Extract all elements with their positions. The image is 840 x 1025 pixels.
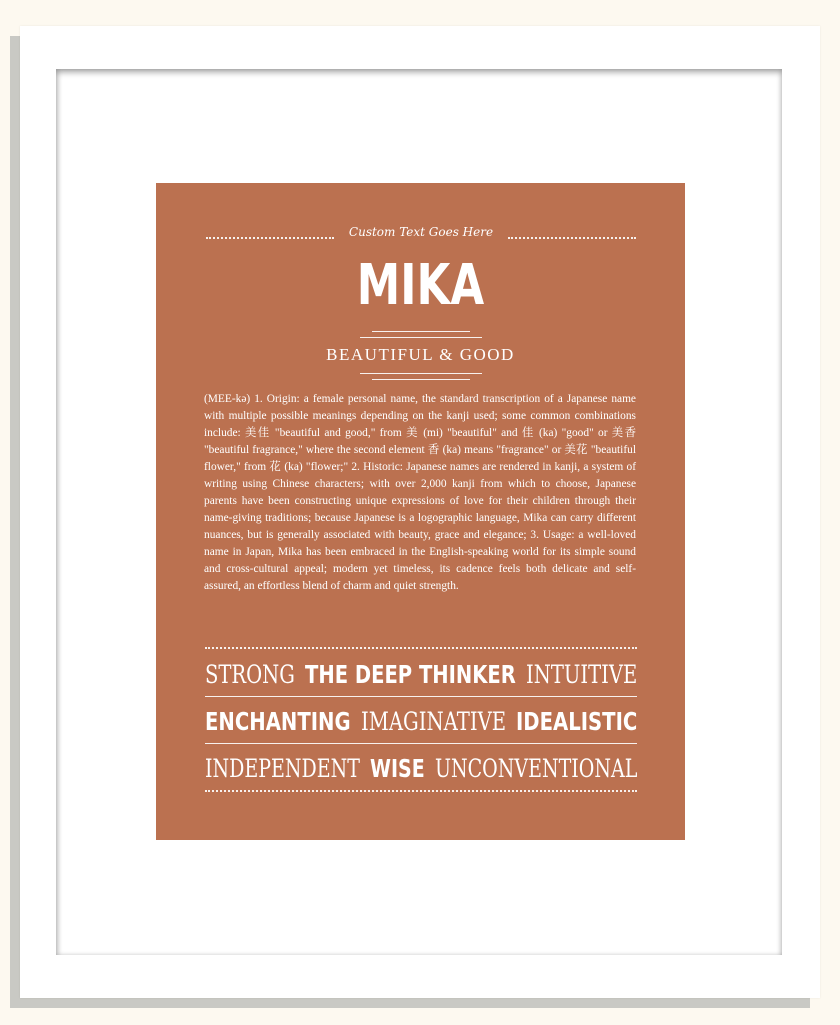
trait-2-0: INDEPENDENT <box>205 754 360 783</box>
trait-1-0: ENCHANTING <box>205 707 351 736</box>
traits-divider-2 <box>205 743 637 744</box>
name-underline-short <box>372 331 470 332</box>
trait-1-2: IDEALISTIC <box>515 707 637 736</box>
top-right-dotted-rule <box>508 237 636 239</box>
meaning-underline-long <box>360 373 482 374</box>
trait-2-1: WISE <box>369 754 425 783</box>
traits-row-3 <box>205 751 637 787</box>
traits-divider-1 <box>205 696 637 697</box>
meaning-underline-short <box>372 379 470 380</box>
trait-1-1: IMAGINATIVE <box>360 707 506 736</box>
name-meaning: BEAUTIFUL & GOOD <box>326 345 515 364</box>
traits-row-2 <box>205 704 637 740</box>
name-title: MIKA <box>356 253 485 318</box>
name-definition: (MEE-kə) 1. Origin: a female personal name, the standard transcription of a Japanese name with multiple possible meanings depending on the kanji used; some common combinations include: 美佳 "beautiful and good," from 美 (mi) "beautiful" and 佳 (ka) "good" or 美香 "beautiful fragrance," where the second element 香 (ka) means "fragrance" or 美花 "beautiful flower," from 花 (ka) "flower;" 2. Historic: Japanese names are rendered in kanji, a system of writing using Chinese characters; with over 2,000 kanji from which to choose, Japanese parents have been constructing unique expressions of love for their children through their name-giving traditions; because Japanese is a logographic language, Mika can carry different nuances, but is generally associated with beauty, grace and elegance; 3. Usage: a well-loved name in Japan, Mika has been embraced in the English-speaking world for its simple sound and cross-cultural appeal; modern yet timeless, its cadence feels both delicate and self-assured, an effortless blend of charm and quiet strength. <box>204 393 636 592</box>
name-underline-long <box>360 337 482 338</box>
custom-text: Custom Text Goes Here <box>348 225 494 239</box>
traits-row-1 <box>205 657 637 693</box>
name-print <box>156 183 685 840</box>
traits-top-dotted-rule <box>205 647 637 649</box>
trait-2-2: UNCONVENTIONAL <box>434 754 637 783</box>
trait-0-0: STRONG <box>205 660 295 689</box>
trait-0-1: THE DEEP THINKER <box>304 660 516 689</box>
top-left-dotted-rule <box>206 237 334 239</box>
trait-0-2: INTUITIVE <box>525 660 637 689</box>
traits-bottom-dotted-rule <box>205 790 637 792</box>
